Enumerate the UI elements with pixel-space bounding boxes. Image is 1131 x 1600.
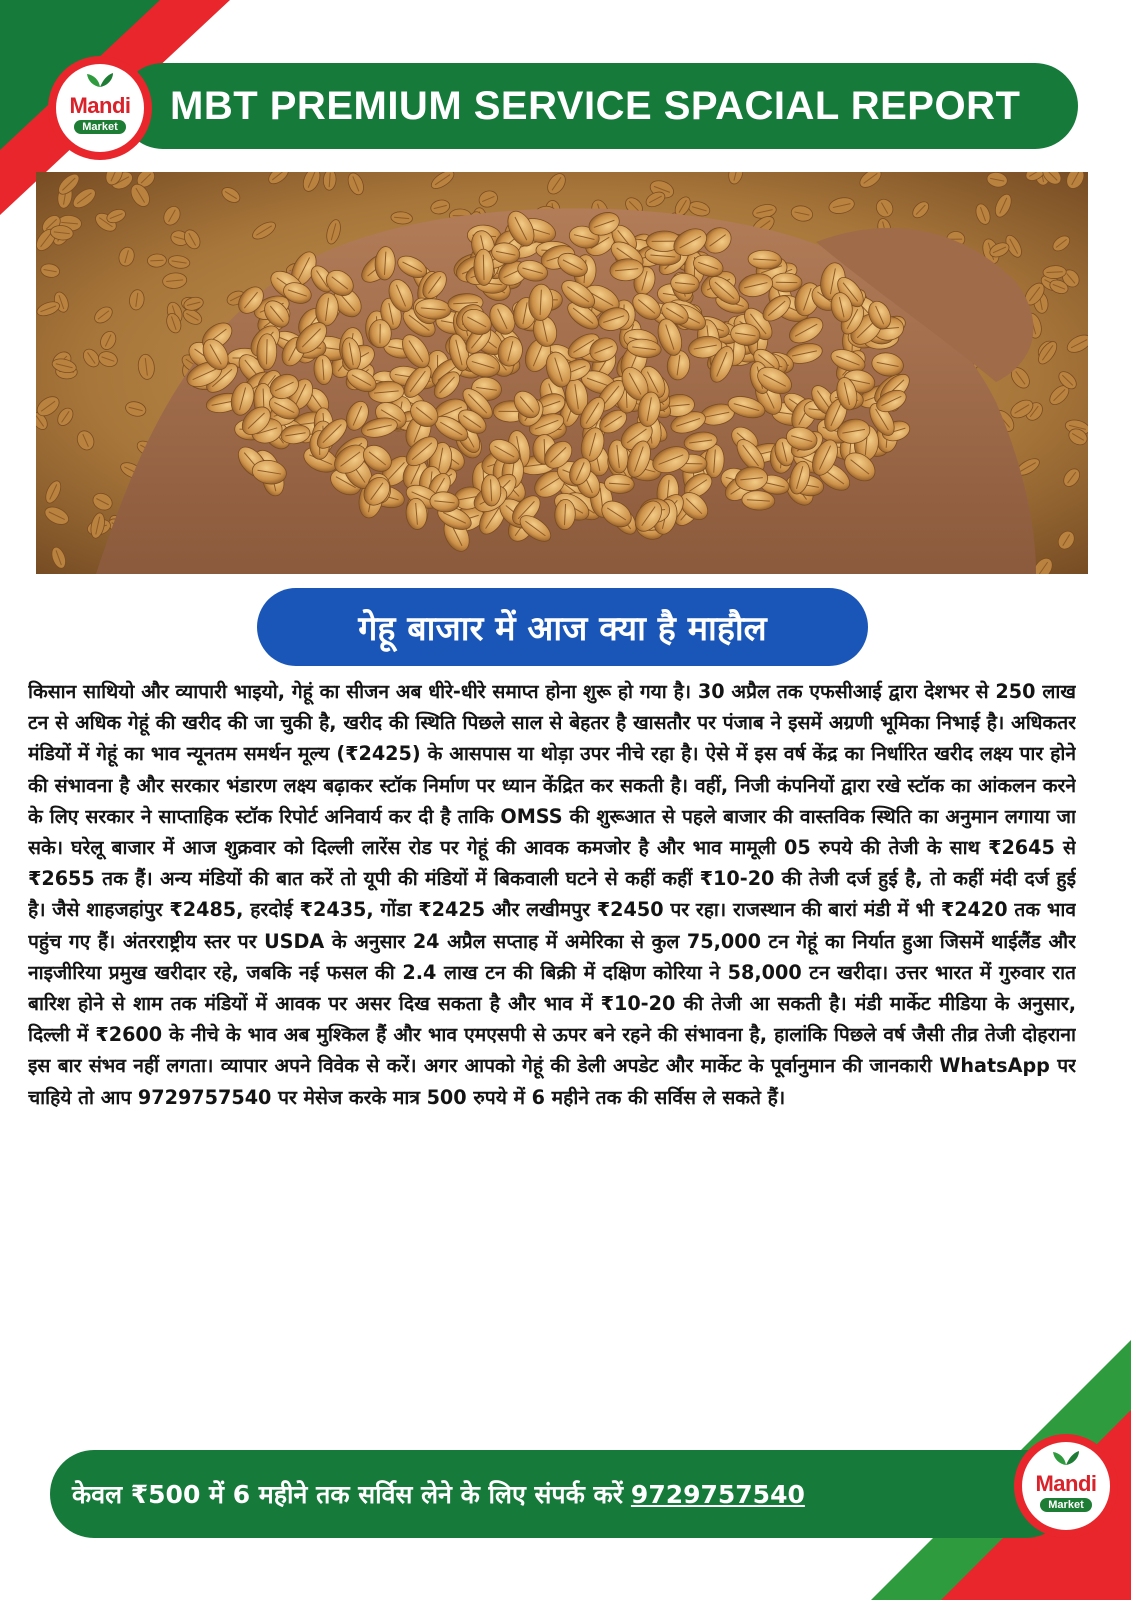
logo-word: Mandi	[1035, 1470, 1097, 1496]
logo-band: Market	[74, 120, 125, 134]
page-title: MBT PREMIUM SERVICE SPACIAL REPORT	[170, 83, 1021, 128]
leaf-icon	[85, 72, 115, 88]
section-heading: गेहू बाजार में आज क्या है माहौल	[257, 588, 868, 666]
logo-band: Market	[1040, 1498, 1091, 1512]
wheat-grains-in-hand-photo	[36, 172, 1088, 574]
mandi-market-logo-top	[48, 56, 152, 160]
logo-word: Mandi	[69, 92, 131, 118]
leaf-icon	[1051, 1450, 1081, 1466]
cta-text	[72, 1450, 1012, 1538]
mandi-market-logo-bottom	[1014, 1434, 1118, 1538]
cta-phone-link[interactable]: 9729757540	[630, 1479, 805, 1509]
report-body-text: किसान साथियो और व्यापारी भाइयो, गेहूं का सीजन अब धीरे-धीरे समाप्त होना शुरू हो गया है। 30 अप्रैल तक एफसीआई द्वारा देशभर से 250 लाख टन से अधिक गेहूं की खरीद की जा चुकी है, खरीद की स्थिति पिछले साल से बेहतर है खासतौर पर पंजाब ने इसमें अग्रणी भूमिका निभाई है। अधिकतर मंडियों में गेहूं का भाव न्यूनतम समर्थन मूल्य (₹2425) के आसपास या थोड़ा उपर नीचे रहा है। ऐसे में इस वर्ष केंद्र का निर्धारित खरीद लक्ष्य पार होने की संभावना है और सरकार भंडारण लक्ष्य बढ़ाकर स्टॉक निर्माण पर ध्यान केंद्रित कर सकती है। वहीं, निजी कंपनियों द्वारा रखे स्टॉक का आंकलन करने के लिए सरकार ने साप्ताहिक स्टॉक रिपोर्ट अनिवार्य कर दी है ताकि OMSS की शुरूआत से पहले बाजार की वास्तविक स्थिति का अनुमान लगाया जा सके। घरेलू बाजार में आज शुक्रवार को दिल्ली लारेंस रोड पर गेहूं की आवक कमजोर है और भाव मामूली 05 रुपये की तेजी के साथ ₹2645 से ₹2655 तक हैं। अन्य मंडियों की बात करें तो यूपी की मंडियों में बिकवाली घटने से कहीं कहीं ₹10-20 की तेजी दर्ज हुई है, तो कहीं मंदी दर्ज हुई है। जैसे शाहजहांपुर ₹2485, हरदोई ₹2435, गोंडा ₹2425 और लखीमपुर ₹2450 पर रहा। राजस्थान की बारां मंडी में भी ₹2420 तक भाव पहुंच गए हैं। अंतरराष्ट्रीय स्तर पर USDA के अनुसार 24 अप्रैल सप्ताह में अमेरिका से कुल 75,000 टन गेहूं का निर्यात हुआ जिसमें थाईलैंड और नाइजीरिया प्रमुख खरीदार रहे, जबकि नई फसल की 2.4 लाख टन की बिक्री में दक्षिण कोरिया ने 58,000 टन खरीदा। उत्तर भारत में गुरुवार रात बारिश होने से शाम तक मंडियों में आवक पर असर दिख सकता है और भाव में ₹10-20 की तेजी आ सकती है। मंडी मार्केट मीडिया के अनुसार, दिल्ली में ₹2600 के नीचे के भाव अब मुश्किल हैं और भाव एमएसपी से ऊपर बने रहने की संभावना है, हालांकि पिछले वर्ष जैसी तीव्र तेजी दोहराना इस बार संभव नहीं लगता। व्यापार अपने विवेक से करें। अगर आपको गेहूं की डेली अपडेट और मार्केट के पूर्वानुमान की जानकारी WhatsApp पर चाहिये तो आप 9729757540 पर मेसेज करके मात्र 500 रुपये में 6 महीने तक की सर्विस ले सकते हैं।	[28, 680, 1076, 1109]
cta-message: केवल ₹500 में 6 महीने तक सर्विस लेने के लिए संपर्क करें	[72, 1480, 623, 1509]
